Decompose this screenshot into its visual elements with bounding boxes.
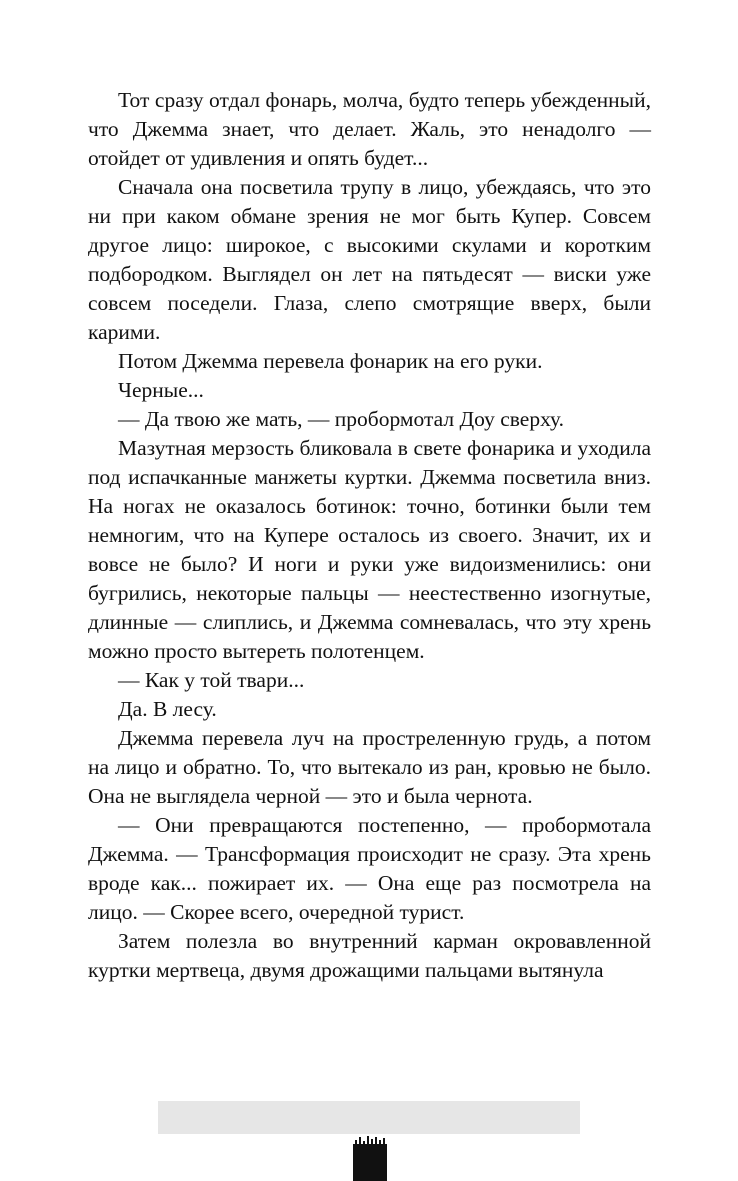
paragraph: — Как у той твари... — [118, 668, 305, 692]
paragraph: Мазутная мерзость бликовала в свете фонарика и уходила под испачканные манжеты куртки. Джемма посветила вниз. На ногах не оказалось ботинок: точно, ботинки были тем немногим, что на Купере осталось из своего. Значит, их и вовсе не было? И ноги и руки уже видоизменились: они бугрились, некоторые пальцы — неестественно изогнутые, длинные — слиплись, и Джемма сомневалась, что эту хрень можно просто вытереть полотенцем. — [88, 436, 651, 663]
paragraph: — Они превращаются постепенно, — пробормотала Джемма. — Трансформация происходит не сразу. Эта хрень вроде как... пожирает их. — Она еще раз посмотрела на лицо. — Скорее всего, очередной турист. — [88, 813, 651, 924]
paragraph: Потом Джемма перевела фонарик на его руки. — [118, 349, 543, 373]
paragraph: Тот сразу отдал фонарь, молча, будто теперь убежденный, что Джемма знает, что делает. Жаль, это ненадолго — отойдет от удивления и опять будет... — [88, 88, 651, 170]
footer-bar — [158, 1101, 580, 1134]
page-mark-icon — [353, 1136, 387, 1181]
paragraph: Затем полезла во внутренний карман окровавленной куртки мертвеца, двумя дрожащими пальцами вытянула — [88, 929, 651, 982]
paragraph: Сначала она посветила трупу в лицо, убеждаясь, что это ни при каком обмане зрения не мог быть Купер. Совсем другое лицо: широкое, с высокими скулами и коротким подбородком. Выглядел он лет на пятьдесят — виски уже совсем поседели. Глаза, слепо смотрящие вверх, были карими. — [88, 175, 651, 344]
paragraph: — Да твою же мать, — пробормотал Доу сверху. — [118, 407, 564, 431]
paragraph: Черные... — [118, 378, 204, 402]
paragraph: Джемма перевела луч на простреленную грудь, а потом на лицо и обратно. То, что вытекало из ран, кровью не было. Она не выглядела черной — это и была чернота. — [88, 726, 651, 808]
paragraph: Да. В лесу. — [118, 697, 217, 721]
page-body — [88, 86, 651, 985]
